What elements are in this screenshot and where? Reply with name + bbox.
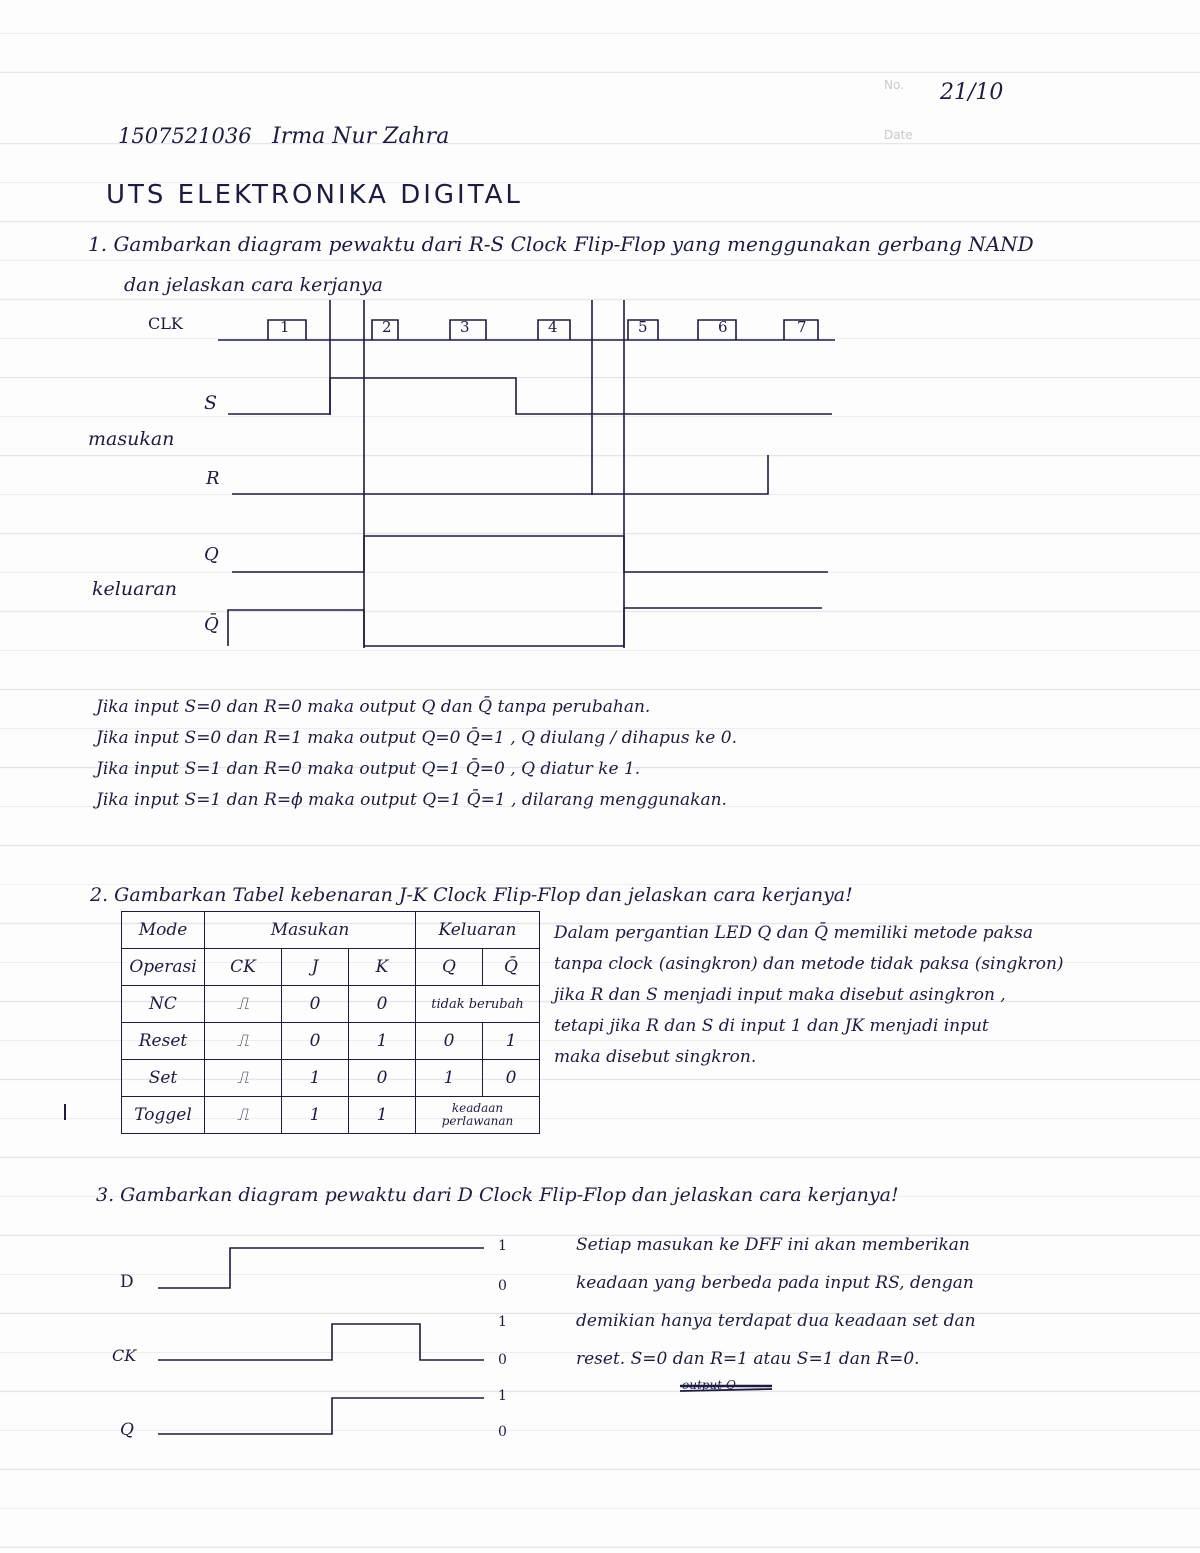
clk-pulse-5 <box>628 320 658 340</box>
q3-explanation-line: reset. S=0 dan R=1 atau S=1 dan R=0. <box>576 1349 920 1369</box>
s-label: S <box>204 392 218 414</box>
q2-explanation-line: tanpa clock (asingkron) dan metode tidak paksa (singkron) <box>554 954 1064 974</box>
table-row <box>122 1097 540 1134</box>
date-value: 21/10 <box>940 80 1004 105</box>
clk-pulse-number: 6 <box>718 318 728 336</box>
table-cell: 1 <box>349 1023 416 1060</box>
s-waveform <box>228 378 832 414</box>
q3-explanation-line: keadaan yang berbeda pada input RS, dengan <box>576 1273 974 1293</box>
table-header-cell: K <box>349 949 416 986</box>
q2-question: 2. Gambarkan Tabel kebenaran J-K Clock Flip-Flop dan jelaskan cara kerjanya! <box>90 884 853 906</box>
table-cell: 0 <box>282 986 349 1023</box>
table-header-cell: J <box>282 949 349 986</box>
table-header-cell: Q <box>416 949 483 986</box>
d-label: D <box>120 1272 134 1292</box>
clk-pulse-6 <box>698 320 736 340</box>
q3-explanation <box>576 1226 976 1378</box>
level-high-label: 1 <box>498 1388 507 1404</box>
clk-pulse-1 <box>268 320 306 340</box>
table-cell: 0 <box>349 986 416 1023</box>
ck-waveform <box>158 1324 484 1360</box>
table-header-cell: CK <box>205 949 282 986</box>
table-cell: 0 <box>416 1023 483 1060</box>
table-cell: keadaan perlawanan <box>416 1097 540 1134</box>
clock-pulse-icon: ⎍ <box>205 1023 282 1060</box>
r-label: R <box>206 468 220 489</box>
d-waveform <box>158 1248 484 1288</box>
clk-pulse-4 <box>538 320 570 340</box>
table-header-outputs: Keluaran <box>416 912 540 949</box>
level-high-label: 1 <box>498 1238 507 1254</box>
d-q-waveform <box>158 1398 484 1434</box>
clk-pulse-number: 1 <box>280 318 290 336</box>
clk-pulse-number: 3 <box>460 318 470 336</box>
level-low-label: 0 <box>498 1424 507 1440</box>
table-cell: 1 <box>282 1060 349 1097</box>
q1-question-line1: 1. Gambarkan diagram pewaktu dari R-S Clock Flip-Flop yang menggunakan gerbang NAND <box>88 232 1034 256</box>
q1-explanation-line: Jika input S=0 dan R=1 maka output Q=0 Q̄=1 , Q diulang / dihapus ke 0. <box>96 728 737 748</box>
table-row <box>122 986 540 1023</box>
table-cell: NC <box>122 986 205 1023</box>
input-group-label: masukan <box>88 428 175 450</box>
d-q-label: Q <box>120 1420 134 1440</box>
exam-title: UTS ELEKTRONIKA DIGITAL <box>106 180 523 210</box>
clk-pulse-number: 5 <box>638 318 648 336</box>
q2-explanation-line: tetapi jika R dan S di input 1 dan JK menjadi input <box>554 1016 989 1036</box>
q2-explanation <box>554 918 1064 1073</box>
output-group-label: keluaran <box>92 578 178 600</box>
struck-text: output Q <box>682 1378 736 1392</box>
q1-explanation-line: Jika input S=0 dan R=0 maka output Q dan Q̄ tanpa perubahan. <box>96 697 651 717</box>
student-id: 1507521036 <box>118 124 252 148</box>
table-cell: 1 <box>349 1097 416 1134</box>
level-high-label: 1 <box>498 1314 507 1330</box>
qbar-waveform <box>228 608 822 646</box>
table-cell: 0 <box>349 1060 416 1097</box>
q1-explanation-line: Jika input S=1 dan R=0 maka output Q=1 Q̄=0 , Q diatur ke 1. <box>96 759 641 779</box>
clk-pulse-number: 2 <box>382 318 392 336</box>
clock-pulse-icon: ⎍ <box>205 1097 282 1134</box>
level-low-label: 0 <box>498 1278 507 1294</box>
clk-pulse-number: 7 <box>797 318 807 336</box>
table-cell: 1 <box>416 1060 483 1097</box>
clock-pulse-icon: ⎍ <box>205 1060 282 1097</box>
q-label: Q <box>204 544 219 565</box>
student-name: Irma Nur Zahra <box>272 124 450 149</box>
clk-pulse-number: 4 <box>548 318 558 336</box>
clk-pulse-3 <box>450 320 486 340</box>
margin-mark <box>64 1104 66 1120</box>
table-header-cell: Q̄ <box>483 949 540 986</box>
q3-explanation-line: demikian hanya terdapat dua keadaan set dan <box>576 1311 976 1331</box>
q3-explanation-line: Setiap masukan ke DFF ini akan memberikan <box>576 1235 970 1255</box>
q-waveform <box>232 536 828 572</box>
ck-label: CK <box>112 1346 137 1365</box>
q1-explanation <box>96 692 737 816</box>
q1-explanation-line: Jika input S=1 dan R=ϕ maka output Q=1 Q̄=1 , dilarang menggunakan. <box>96 790 727 810</box>
table-cell: tidak berubah <box>416 986 540 1023</box>
table-cell: 0 <box>483 1060 540 1097</box>
table-cell: Set <box>122 1060 205 1097</box>
clk-pulse-2 <box>372 320 398 340</box>
q3-question: 3. Gambarkan diagram pewaktu dari D Clock Flip-Flop dan jelaskan cara kerjanya! <box>96 1184 899 1206</box>
table-header-inputs: Masukan <box>205 912 416 949</box>
table-row <box>122 1060 540 1097</box>
table-cell: Reset <box>122 1023 205 1060</box>
table-cell: 1 <box>282 1097 349 1134</box>
q2-explanation-line: maka disebut singkron. <box>554 1047 757 1067</box>
q2-explanation-line: jika R dan S menjadi input maka disebut asingkron , <box>554 985 1006 1005</box>
table-header-cell: Operasi <box>122 949 205 986</box>
table-cell: 0 <box>282 1023 349 1060</box>
level-low-label: 0 <box>498 1352 507 1368</box>
clk-pulse-7 <box>784 320 818 340</box>
date-label: Date <box>884 128 913 142</box>
table-row <box>122 1023 540 1060</box>
r-waveform <box>232 455 768 494</box>
table-cell: 1 <box>483 1023 540 1060</box>
no-label: No. <box>884 78 904 92</box>
table-header-mode: Mode <box>122 912 205 949</box>
clk-label: CLK <box>148 314 183 333</box>
table-cell: Toggel <box>122 1097 205 1134</box>
jk-truth-table <box>121 911 540 1134</box>
q2-explanation-line: Dalam pergantian LED Q dan Q̄ memiliki metode paksa <box>554 923 1033 943</box>
q1-question-line2: dan jelaskan cara kerjanya <box>124 274 383 296</box>
clock-pulse-icon: ⎍ <box>205 986 282 1023</box>
qbar-label: Q̄ <box>204 614 219 635</box>
